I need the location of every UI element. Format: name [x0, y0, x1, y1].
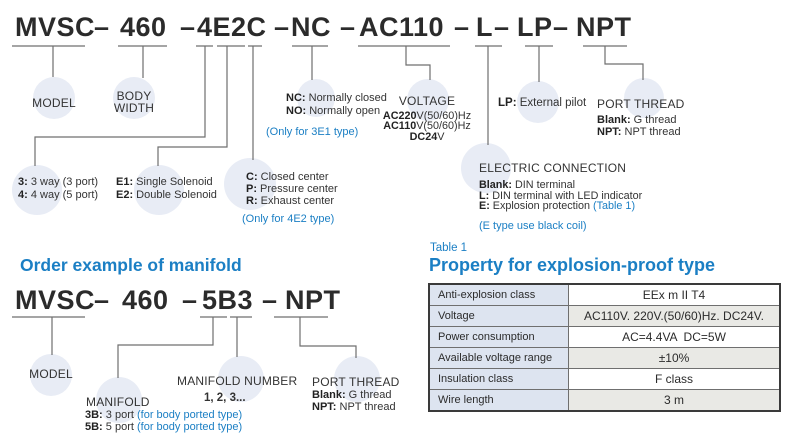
way-key: 3:: [18, 176, 28, 188]
blank-desc: G thread: [345, 389, 392, 401]
center-key: R:: [246, 195, 258, 207]
code-dash: –: [494, 12, 510, 42]
no-desc: Normally open: [306, 105, 381, 117]
row-label: Wire length: [429, 390, 569, 412]
blank-desc: G thread: [630, 113, 677, 126]
table1-reference-link: (Table 1): [593, 200, 636, 212]
voltage-key: AC110: [383, 120, 417, 133]
row-value: 3 m: [569, 390, 781, 412]
electric-key: Blank:: [479, 179, 512, 191]
table-row: [429, 306, 780, 327]
center-note: (Only for 4E2 type): [242, 213, 335, 225]
body-width-line1: BODY: [116, 89, 152, 103]
code-segment-model: MVSC: [15, 12, 96, 42]
electric-note: (E type use black coil): [479, 220, 587, 232]
electric-key: L:: [479, 189, 490, 202]
code2-segment-port-thread: NPT: [285, 285, 341, 315]
voltage-key: AC220: [382, 109, 417, 122]
row-label: Available voltage range: [429, 348, 569, 369]
center-desc: Pressure center: [257, 183, 338, 195]
center-desc: Exhaust center: [257, 195, 335, 207]
port-thread-item: [597, 126, 685, 138]
way-callout: [18, 176, 98, 201]
center-key: C:: [246, 171, 258, 183]
voltage-desc: V(50/60)Hz: [416, 109, 472, 122]
code-segment-voltage: AC110: [359, 12, 445, 42]
electric-item: [479, 201, 642, 212]
row-label: Power consumption: [429, 327, 569, 348]
center-callout: [246, 171, 338, 207]
row-value: AC=4.4VA DC=5W: [569, 327, 781, 348]
port-thread-item: [597, 114, 685, 126]
manifold-key: 3B:: [85, 409, 103, 421]
manifold-item: [85, 409, 242, 421]
solenoid-desc: Double Solenoid: [133, 188, 217, 201]
no-key: NO:: [286, 105, 307, 117]
solenoid-item: [116, 189, 217, 202]
port-thread-callout-2: [312, 390, 396, 413]
code-dash: –: [454, 12, 470, 42]
code-segment-electric: L: [476, 12, 493, 42]
npt-desc: NPT thread: [336, 400, 396, 413]
code-dash: –: [553, 12, 569, 42]
model-label-2: MODEL: [29, 367, 73, 381]
code2-dash: –: [94, 285, 110, 315]
solenoid-item: [116, 176, 217, 189]
voltage-callout: [363, 95, 491, 143]
manifold-example-heading: Order example of manifold: [20, 255, 242, 275]
code2-segment-manifold: 5B3: [202, 285, 254, 315]
electric-title: ELECTRIC CONNECTION: [479, 161, 627, 175]
manifold-item: [85, 421, 242, 433]
table1-tag: Table 1: [430, 242, 468, 254]
table-row: [429, 348, 780, 369]
table1-title: Property for explosion-proof type: [429, 255, 716, 275]
code-dash: –: [340, 12, 356, 42]
manifold-desc: 5 port: [102, 421, 137, 433]
code-dash: –: [94, 12, 110, 42]
blank-key: Blank:: [312, 389, 346, 401]
center-key: P:: [246, 183, 257, 195]
code2-dash: –: [182, 285, 198, 315]
solenoid-key: E2:: [116, 188, 134, 201]
table-row: [429, 390, 780, 412]
solenoid-desc: Single Solenoid: [133, 176, 213, 188]
code-dash: –: [180, 12, 196, 42]
nc-key: NC:: [286, 92, 306, 104]
center-item: [246, 171, 338, 183]
voltage-key: DC24: [409, 131, 438, 144]
code-segment-body-width: 460: [120, 12, 167, 42]
port-thread-title-2: PORT THREAD: [312, 375, 400, 389]
lp-key: LP:: [498, 97, 517, 109]
port-thread-title: PORT THREAD: [597, 97, 685, 111]
row-label: Voltage: [429, 306, 569, 327]
electric-callout: [479, 180, 642, 212]
manifold-number-value: 1, 2, 3...: [204, 392, 246, 404]
row-label: Anti-explosion class: [429, 284, 569, 306]
code2-segment-model: MVSC: [15, 285, 96, 315]
electric-desc: Explosion protection: [489, 200, 594, 212]
npt-key: NPT:: [597, 125, 622, 138]
table-row: [429, 369, 780, 390]
row-value: F class: [569, 369, 781, 390]
manifold-number-title: MANIFOLD NUMBER: [177, 374, 298, 388]
center-desc: Closed center: [257, 171, 329, 183]
nc-desc: Normally closed: [305, 92, 387, 104]
code2-dash: –: [262, 285, 278, 315]
voltage-desc: V(50/60)Hz: [416, 120, 471, 133]
model-label: MODEL: [32, 96, 76, 110]
way-item: [18, 176, 98, 189]
voltage-option: [363, 132, 491, 143]
npt-key: NPT:: [312, 400, 337, 413]
solenoid-key: E1:: [116, 176, 134, 188]
code-segment-pilot: LP: [517, 12, 553, 42]
port-thread-callout: [597, 98, 685, 138]
code-segment-port-thread: NPT: [576, 12, 632, 42]
code2-segment-body-width: 460: [122, 285, 169, 315]
manifold-desc: 3 port: [102, 409, 137, 421]
manifold-title: MANIFOLD: [86, 395, 150, 409]
way-item: [18, 189, 98, 202]
center-item: [246, 183, 338, 195]
nc-note: (Only for 3E1 type): [266, 126, 359, 138]
solenoid-callout: [116, 176, 217, 201]
manifold-callout: [85, 409, 242, 433]
table-row: [429, 327, 780, 348]
manifold-note: (for body ported type): [136, 409, 243, 421]
way-desc: 3 way (3 port): [27, 176, 99, 188]
manifold-note: (for body ported type): [136, 421, 243, 433]
port-thread-item: [312, 402, 396, 414]
blank-key: Blank:: [597, 113, 631, 126]
way-key: 4:: [18, 188, 28, 201]
row-value: ±10%: [569, 348, 781, 369]
code-dash: –: [274, 12, 290, 42]
body-width-label: [104, 90, 164, 114]
code-segment-valve-type: 4E2C: [197, 12, 267, 42]
voltage-title: VOLTAGE: [398, 94, 456, 108]
code-segment-nc: NC: [291, 12, 331, 42]
electric-desc: DIN terminal with LED indicator: [489, 189, 643, 202]
voltage-desc: V: [437, 131, 445, 144]
way-desc: 4 way (5 port): [27, 188, 99, 201]
row-value: AC110V. 220V.(50/60)Hz. DC24V.: [569, 306, 781, 327]
body-width-line2: WIDTH: [113, 101, 155, 115]
lp-desc: External pilot: [516, 97, 587, 109]
lp-callout: [498, 97, 586, 110]
electric-desc: DIN terminal: [512, 179, 575, 191]
explosion-proof-table: [428, 283, 781, 412]
row-value: EEx m II T4: [569, 284, 781, 306]
npt-desc: NPT thread: [621, 125, 681, 138]
electric-key: E:: [479, 200, 490, 212]
table-row: [429, 284, 780, 306]
row-label: Insulation class: [429, 369, 569, 390]
manifold-key: 5B:: [85, 421, 103, 433]
center-item: [246, 195, 338, 207]
